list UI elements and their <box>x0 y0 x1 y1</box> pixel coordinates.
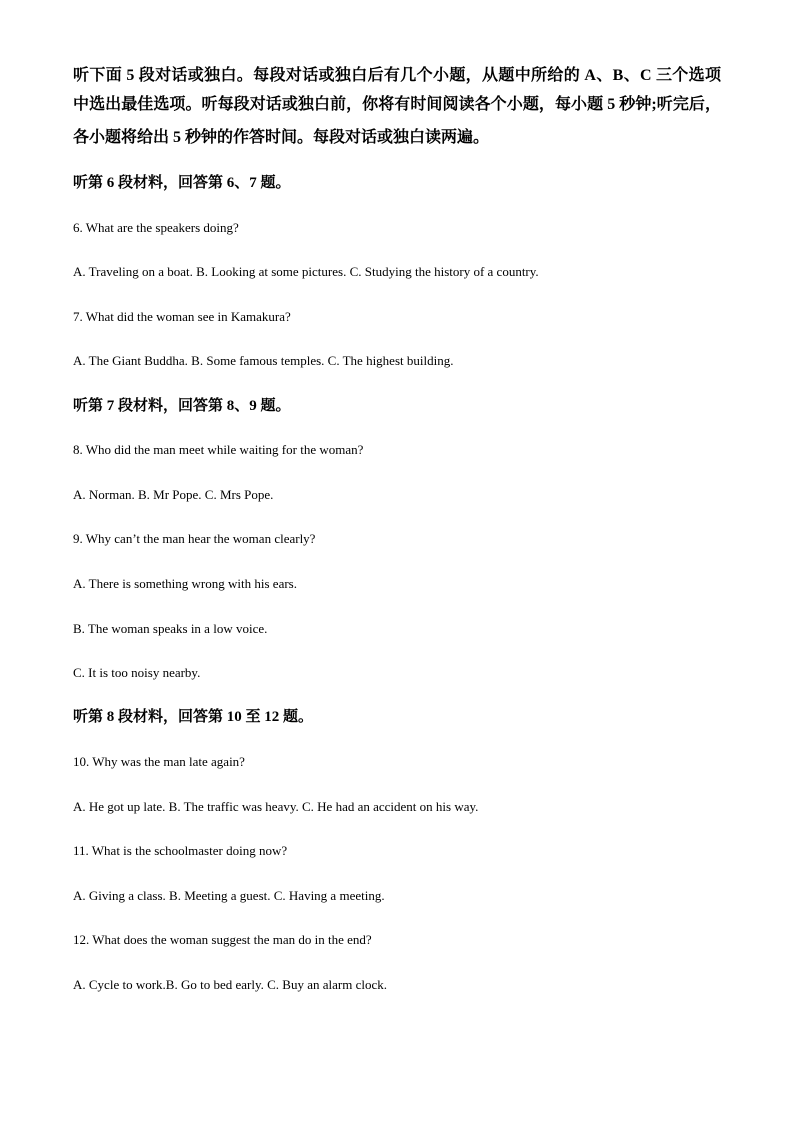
question-6: 6. What are the speakers doing? <box>73 220 239 235</box>
question-9-option-b: B. The woman speaks in a low voice. <box>73 621 268 636</box>
instructions-line-3: 各小题将给出 5 秒钟的作答时间。每段对话或独白读两遍。 <box>73 129 490 146</box>
question-12-options: A. Cycle to work.B. Go to bed early. C. Buy an alarm clock. <box>73 977 387 992</box>
question-10-options: A. He got up late. B. The traffic was heavy. C. He had an accident on his way. <box>73 799 479 814</box>
question-7: 7. What did the woman see in Kamakura? <box>73 309 291 324</box>
question-8-options: A. Norman. B. Mr Pope. C. Mrs Pope. <box>73 487 274 502</box>
question-9: 9. Why can’t the man hear the woman clearly? <box>73 531 316 546</box>
instructions-line-2: 中选出最佳选项。听每段对话或独白前，你将有时间阅读各个小题，每小题 5 秒钟;听完后， <box>73 96 721 113</box>
section-heading-8: 听第 8 段材料，回答第 10 至 12 题。 <box>73 709 314 725</box>
question-6-options: A. Traveling on a boat. B. Looking at some pictures. C. Studying the history of a country. <box>73 264 539 279</box>
question-9-option-a: A. There is something wrong with his ears. <box>73 576 297 591</box>
question-11: 11. What is the schoolmaster doing now? <box>73 843 288 858</box>
instructions-line-1: 听下面 5 段对话或独白。每段对话或独白后有几个小题，从题中所给的 A、B、C 三个选项 <box>73 67 721 84</box>
question-10: 10. Why was the man late again? <box>73 754 245 769</box>
section-heading-7: 听第 7 段材料，回答第 8、9 题。 <box>73 398 291 414</box>
question-11-options: A. Giving a class. B. Meeting a guest. C. Having a meeting. <box>73 888 385 903</box>
question-8: 8. Who did the man meet while waiting for the woman? <box>73 442 364 457</box>
question-12: 12. What does the woman suggest the man do in the end? <box>73 932 372 947</box>
question-9-option-c: C. It is too noisy nearby. <box>73 665 201 680</box>
section-heading-6: 听第 6 段材料，回答第 6、7 题。 <box>73 175 291 191</box>
question-7-options: A. The Giant Buddha. B. Some famous temples. C. The highest building. <box>73 353 454 368</box>
